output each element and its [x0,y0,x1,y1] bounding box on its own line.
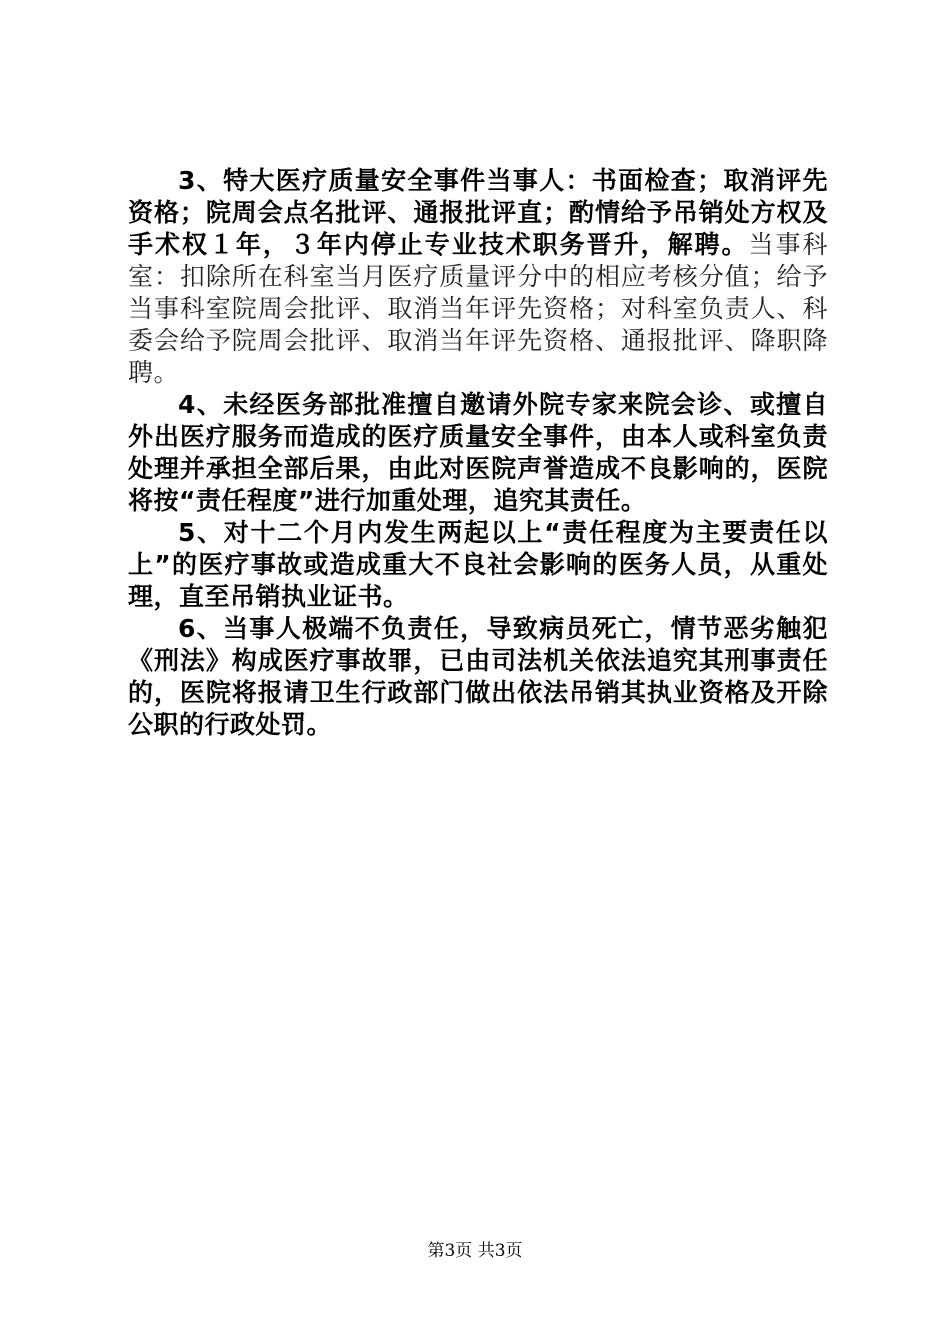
paragraph-5 [128,517,828,613]
paragraph-4-text: 4、未经医务部批准擅自邀请外院专家来院会诊、或擅自外出医疗服务而造成的医疗质量安全事件，由本人或科室负责处理并承担全部后果，由此对医院声誉造成不良影响的，医院将按“责任程度”进行加重处理，追究其责任。 [128,390,828,515]
paragraph-6-text: 6、当事人极端不负责任，导致病员死亡，情节恶劣触犯《刑法》构成医疗事故罪，已由司法机关依法追究其刑事责任的，医院将报请卫生行政部门做出依法吊销其执业资格及开除公职的行政处罚。 [128,614,828,739]
page-number-footer: 第3页 共3页 [427,1241,523,1261]
paragraph-4 [128,389,828,517]
paragraph-5-text: 5、对十二个月内发生两起以上“责任程度为主要责任以上”的医疗事故或造成重大不良社会影响的医务人员，从重处理，直至吊销执业证书。 [128,518,828,611]
paragraph-6 [128,613,828,741]
paragraph-3-main-text: 3、特大医疗质量安全事件当事人：书面检查；取消评先资格；院周会点名批评、通报批评直；酌情给予吊销处方权及手术权１年，３年内停止专业技术职务晋升，解聘。 [128,166,828,259]
paragraph-3 [128,165,828,389]
document-body [128,165,828,741]
paragraph-3-department-text: 当事科室：扣除所在科室当月医疗质量评分中的相应考核分值；给予当事科室院周会批评、取消当年评先资格；对科室负责人、科委会给予院周会批评、取消当年评先资格、通报批评、降职降聘。 [128,230,828,387]
